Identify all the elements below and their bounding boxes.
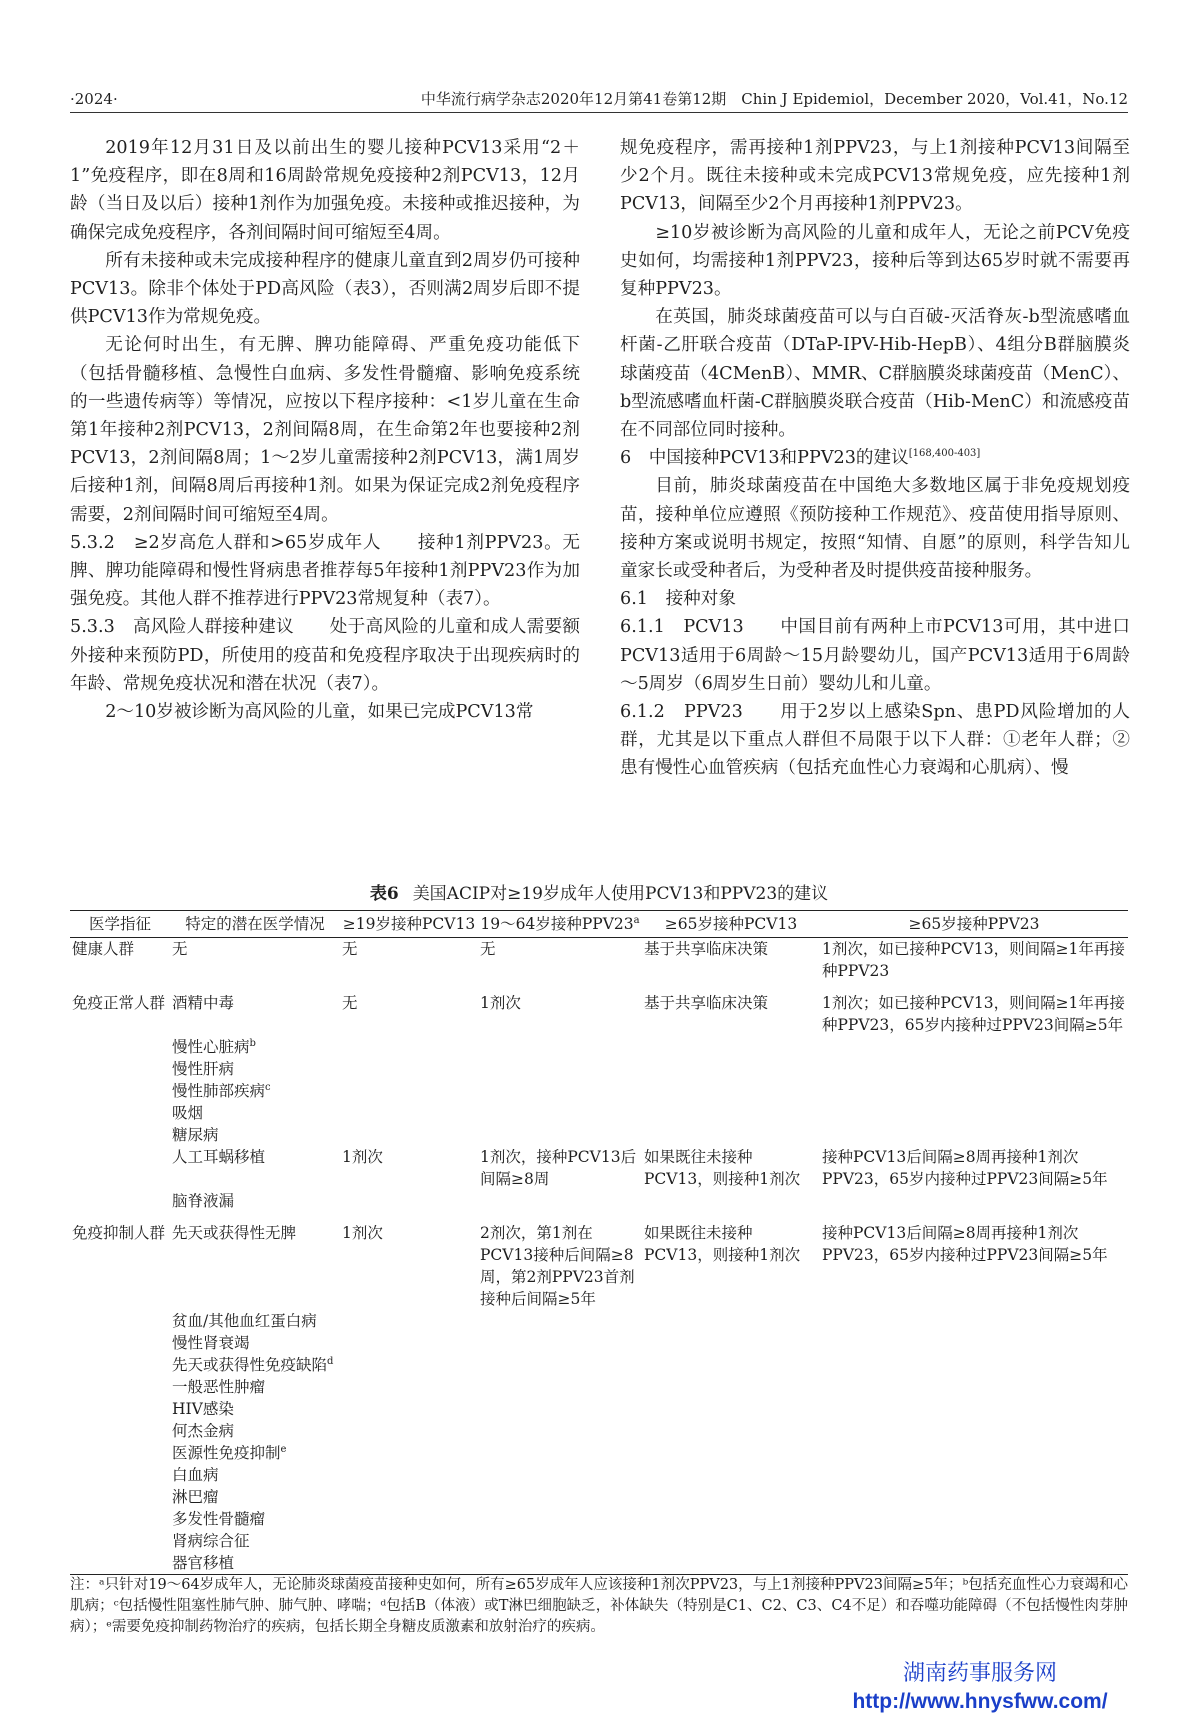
- table-cell: [70, 1146, 170, 1190]
- table-cell: 无: [480, 940, 496, 958]
- table-cell: 如果既往未接种PCV13，则接种1剂次: [644, 1224, 801, 1264]
- citation-ref: [168,400-403]: [908, 448, 981, 460]
- paragraph: ≥10岁被诊断为高风险的儿童和成年人，无论之前PCV免疫史如何，均需接种1剂PPV23，接种后等到达65岁时就不需要再复种PPV23。: [620, 222, 1130, 300]
- section-body: 处于高风险的儿童和成人需要额外接种来预防PD，所使用的疫苗和免疫程序取决于出现疾病时的年龄、常规免疫状况和潜在状况（表7）。: [70, 617, 580, 694]
- table-cell: [340, 1464, 478, 1486]
- column-header: ≥65岁接种PCV13: [642, 911, 820, 938]
- section-6: [620, 444, 1130, 472]
- table-cell: [478, 1552, 642, 1575]
- paragraph: 2～10岁被诊断为高风险的儿童，如果已完成PCV13常: [105, 702, 534, 723]
- table-cell: 慢性心脏病$^b$: [172, 1037, 256, 1056]
- table-cell: [478, 1486, 642, 1508]
- table-cell: [478, 1124, 642, 1146]
- table-cell: [70, 1508, 170, 1530]
- table-cell: [642, 1080, 820, 1102]
- table-cell: [820, 1508, 1128, 1530]
- table-cell: [340, 1036, 478, 1058]
- table-row: [70, 1420, 1128, 1442]
- table-cell: [340, 1124, 478, 1146]
- table-cell: [70, 1310, 170, 1332]
- table-caption: [70, 882, 1128, 906]
- table-cell: [340, 1190, 478, 1222]
- table-title: 美国ACIP对≥19岁成年人使用PCV13和PPV23的建议: [412, 884, 829, 904]
- column-header: 特定的潜在医学情况: [170, 911, 340, 938]
- table-cell: [642, 1398, 820, 1420]
- table-cell: [820, 1058, 1128, 1080]
- footnote-mark: c: [265, 1081, 271, 1093]
- section-heading: 5.3.3 高风险人群接种建议: [70, 617, 294, 638]
- table-label: 表6: [369, 884, 399, 904]
- site-watermark: [820, 1660, 1140, 1716]
- table-cell: [642, 1530, 820, 1552]
- table-cell: [70, 1486, 170, 1508]
- table-row: [70, 1530, 1128, 1552]
- table-cell: [70, 1102, 170, 1124]
- table-cell: [70, 1036, 170, 1058]
- table-cell: 1剂次: [480, 994, 521, 1012]
- table-cell: [478, 1058, 642, 1080]
- table-cell: 糖尿病: [172, 1126, 219, 1144]
- table-cell: 1剂次: [342, 1148, 383, 1166]
- column-header: ≥65岁接种PPV23: [820, 911, 1128, 938]
- table-cell: [340, 1486, 478, 1508]
- table-cell: [642, 1310, 820, 1332]
- table-cell: 吸烟: [172, 1104, 204, 1122]
- table-cell: [642, 1102, 820, 1124]
- table-cell: 白血病: [172, 1466, 219, 1484]
- table-cell: [70, 1376, 170, 1398]
- table-cell: 何杰金病: [172, 1422, 235, 1440]
- paragraph: 2019年12月31日及以前出生的婴儿接种PCV13采用“2＋1”免疫程序，即在8周和16周龄常规免疫接种2剂PCV13，12月龄（当日及以后）接种1剂作为加强免疫。未接种或推迟接种，为确保完成免疫程序，各剂间隔时间可缩短至4周。: [70, 138, 580, 243]
- table-row: [70, 1036, 1128, 1058]
- paragraph: 在英国，肺炎球菌疫苗可以与白百破-灭活脊灰-b型流感嗜血杆菌-乙肝联合疫苗（DTaP-IPV-Hib-HepB）、4组分B群脑膜炎球菌疫苗（4CMenB）、MMR、C群脑膜炎球菌疫苗（MenC）、b型流感嗜血杆菌-C群脑膜炎联合疫苗（Hib-MenC）和流感疫苗在不同部位同时接种。: [620, 307, 1130, 441]
- table-cell: 先天或获得性免疫缺陷$^d$: [172, 1355, 334, 1374]
- table-cell: 1剂次，如已接种PCV13，则间隔≥1年再接种PPV23: [822, 940, 1125, 980]
- section-5-3-2: [70, 529, 580, 614]
- table-cell: 如果既往未接种PCV13，则接种1剂次: [644, 1148, 801, 1188]
- table-cell: [642, 1486, 820, 1508]
- table-row: [70, 1354, 1128, 1376]
- table-cell: [642, 1354, 820, 1376]
- table-cell: [340, 1310, 478, 1332]
- footnote-mark: a: [633, 914, 640, 926]
- table-cell: [642, 1376, 820, 1398]
- table-cell: [70, 1190, 170, 1222]
- table-cell: HIV感染: [172, 1400, 234, 1418]
- table-row: [70, 1332, 1128, 1354]
- table-cell: [340, 1376, 478, 1398]
- page-number: ·2024·: [70, 90, 118, 108]
- table-cell: 免疫正常人群: [72, 994, 166, 1012]
- table-cell: 先天或获得性无脾: [172, 1224, 297, 1242]
- table-cell: [70, 1420, 170, 1442]
- table-cell: [820, 1464, 1128, 1486]
- table-cell: [820, 1080, 1128, 1102]
- table-cell: [820, 1398, 1128, 1420]
- section-heading: 6.1.2 PPV23: [620, 702, 743, 723]
- table-cell: 健康人群: [72, 940, 135, 958]
- table-cell: [70, 1058, 170, 1080]
- watermark-name: 湖南药事服务网: [902, 1661, 1057, 1686]
- table-row: [70, 1222, 1128, 1310]
- section-body: 接种1剂PPV23。无脾、脾功能障碍和慢性肾病患者推荐每5年接种1剂PPV23作为加强免疫。其他人群不推荐进行PPV23常规复种（表7）。: [70, 532, 580, 610]
- table-cell: 慢性肝病: [172, 1060, 235, 1078]
- table-cell: [478, 1354, 642, 1376]
- table-cell: [70, 1080, 170, 1102]
- table-cell: 无: [342, 994, 358, 1012]
- table-row: [70, 1080, 1128, 1102]
- table-cell: [820, 1442, 1128, 1464]
- table-cell: [478, 1530, 642, 1552]
- table-cell: [340, 1058, 478, 1080]
- table-cell: 慢性肺部疾病$^c$: [172, 1081, 271, 1100]
- table-cell: [340, 1530, 478, 1552]
- table-cell: [820, 1102, 1128, 1124]
- table-row: [70, 1190, 1128, 1222]
- table-cell: [642, 1332, 820, 1354]
- table-cell: [340, 1398, 478, 1420]
- table-cell: [820, 1332, 1128, 1354]
- table-cell: 无: [342, 940, 358, 958]
- table-row: [70, 938, 1128, 993]
- table-cell: [642, 1508, 820, 1530]
- table-cell: [642, 1124, 820, 1146]
- table-row: [70, 1102, 1128, 1124]
- table-footnote: 注：ᵃ只针对19～64岁成年人，无论肺炎球菌疫苗接种史如何，所有≥65岁成年人应该接种1剂次PPV23，与上1剂接种PPV23间隔≥5年；ᵇ包括充血性心力衰竭和心肌病；ᶜ包括慢性阻塞性肺气肿、肺气肿、哮喘；ᵈ包括B（体液）或T淋巴细胞缺乏，补体缺失（特别是C1、C2、C3、C4不足）和吞噬功能障碍（不包括慢性肉芽肿病）；ᵉ需要免疫抑制药物治疗的疾病，包括长期全身糖皮质激素和放射治疗的疾病。: [70, 1577, 1128, 1635]
- table-cell: [478, 1080, 642, 1102]
- table-cell: [820, 1124, 1128, 1146]
- table-cell: [820, 1552, 1128, 1575]
- table-cell: [642, 1552, 820, 1575]
- footnote-mark: d: [327, 1355, 334, 1367]
- table-cell: [340, 1332, 478, 1354]
- table-cell: [340, 1080, 478, 1102]
- section-body: 中国目前有两种上市PCV13可用，其中进口PCV13适用于6周龄～15月龄婴幼儿，国产PCV13适用于6周龄～5周岁（6周岁生日前）婴幼儿和儿童。: [620, 617, 1130, 694]
- paragraph: 目前，肺炎球菌疫苗在中国绝大多数地区属于非免疫规划疫苗，接种单位应遵照《预防接种工作规范》、疫苗使用指导原则、接种方案或说明书规定，按照“知情、自愿”的原则，科学告知儿童家长或受种者后，为受种者及时提供疫苗接种服务。: [620, 476, 1130, 582]
- table-cell: 免疫抑制人群: [72, 1224, 166, 1242]
- table-cell: [478, 1102, 642, 1124]
- table-cell: 器官移植: [170, 1552, 340, 1575]
- journal-citation: 中华流行病学杂志2020年12月第41卷第12期 Chin J Epidemiol，December 2020，Vol.41，No.12: [420, 90, 1128, 108]
- paragraph: 所有未接种或未完成接种程序的健康儿童直到2周岁仍可接种PCV13。除非个体处于PD高风险（表3），否则满2周岁后即不提供PCV13作为常规免疫。: [70, 250, 580, 328]
- section-5-3-3: [70, 613, 580, 698]
- table-row: [70, 1376, 1128, 1398]
- column-header: 19～64岁接种PPV23$^a$: [478, 911, 642, 938]
- table-cell: [478, 1036, 642, 1058]
- footnote-mark: e: [280, 1443, 287, 1455]
- table-cell: [820, 1354, 1128, 1376]
- table-cell: 接种PCV13后间隔≥8周再接种1剂次PPV23，65岁内接种过PPV23间隔≥5年: [822, 1224, 1108, 1264]
- table-cell: [70, 1124, 170, 1146]
- table-cell: 2剂次，第1剂在PCV13接种后间隔≥8周，第2剂PPV23首剂接种后间隔≥5年: [480, 1224, 635, 1308]
- footnote-mark: b: [249, 1037, 256, 1049]
- table-cell: 1剂次；如已接种PCV13，则间隔≥1年再接种PPV23，65岁内接种过PPV23间隔≥5年: [822, 994, 1125, 1034]
- running-header: [70, 86, 1128, 113]
- table-cell: [642, 1190, 820, 1222]
- table-cell: [478, 1464, 642, 1486]
- paragraph: 规免疫程序，需再接种1剂PPV23，与上1剂接种PCV13间隔至少2个月。既往未接种或未完成PCV13常规免疫，应先接种1剂PCV13，间隔至少2个月再接种1剂PPV23。: [620, 138, 1130, 215]
- left-column: [70, 134, 580, 726]
- table-row: [70, 992, 1128, 1036]
- table-cell: 人工耳蜗移植: [172, 1148, 266, 1166]
- table-cell: [70, 1530, 170, 1552]
- table-cell: 接种PCV13后间隔≥8周再接种1剂次PPV23，65岁内接种过PPV23间隔≥5年: [822, 1148, 1108, 1188]
- table-row: [70, 1442, 1128, 1464]
- column-header: ≥19岁接种PCV13: [340, 911, 478, 938]
- table-row: [70, 1552, 1128, 1575]
- table-cell: [820, 1036, 1128, 1058]
- section-body: 用于2岁以上感染Spn、患PD风险增加的人群，尤其是以下重点人群但不局限于以下人群：①老年人群；②患有慢性心血管疾病（包括充血性心力衰竭和心肌病）、慢: [620, 702, 1130, 779]
- table-header-row: [70, 911, 1128, 938]
- section-heading: 6 中国接种PCV13和PPV23的建议: [620, 448, 909, 469]
- table-cell: [820, 1310, 1128, 1332]
- table-cell: [820, 1486, 1128, 1508]
- section-6-1-2: [620, 698, 1130, 783]
- table-cell: 酒精中毒: [172, 994, 235, 1012]
- table-row: [70, 1124, 1128, 1146]
- table-cell: [820, 1530, 1128, 1552]
- table-cell: [70, 1398, 170, 1420]
- table-cell: [642, 1464, 820, 1486]
- table-cell: 无: [172, 940, 188, 958]
- table-cell: [642, 1036, 820, 1058]
- table-cell: 基于共享临床决策: [644, 940, 769, 958]
- table-cell: 1剂次，接种PCV13后间隔≥8周: [480, 1148, 637, 1188]
- table-row: [70, 1464, 1128, 1486]
- table-cell: 1剂次: [342, 1224, 383, 1242]
- table-cell: 脑脊液漏: [172, 1192, 235, 1210]
- section-heading: 6.1.1 PCV13: [620, 617, 744, 638]
- table-cell: [820, 1420, 1128, 1442]
- table-row: [70, 1146, 1128, 1190]
- table-cell: [478, 1508, 642, 1530]
- paragraph: 无论何时出生，有无脾、脾功能障碍、严重免疫功能低下（包括骨髓移植、急慢性白血病、多发性骨髓瘤、影响免疫系统的一些遗传病等）等情况，应按以下程序接种：<1岁儿童在生命第1年接种2剂PCV13，2剂间隔8周，在生命第2年也要接种2剂PCV13，2剂间隔8周；1～2岁儿童需接种2剂PCV13，满1周岁后接种1剂，间隔8周后再接种1剂。如果为保证完成2剂免疫程序需要，2剂间隔时间可缩短至4周。: [70, 335, 580, 525]
- table-cell: [340, 1420, 478, 1442]
- table-cell: 肾病综合征: [172, 1532, 250, 1550]
- table-cell: [70, 1464, 170, 1486]
- table-cell: 一般恶性肿瘤: [172, 1378, 266, 1396]
- table-cell: [70, 1552, 170, 1575]
- column-header: 医学指征: [70, 911, 170, 938]
- table-row: [70, 1508, 1128, 1530]
- table-row: [70, 1398, 1128, 1420]
- table-cell: [478, 1190, 642, 1222]
- table-cell: [340, 1354, 478, 1376]
- table-cell: [642, 1058, 820, 1080]
- table-cell: [70, 1354, 170, 1376]
- table-cell: [478, 1398, 642, 1420]
- table-cell: [478, 1420, 642, 1442]
- table-cell: [478, 1310, 642, 1332]
- table-row: [70, 1310, 1128, 1332]
- table-cell: [478, 1332, 642, 1354]
- recommendation-table: [70, 910, 1128, 1575]
- table-cell: [478, 1376, 642, 1398]
- table-cell: [642, 1442, 820, 1464]
- table-cell: [642, 1420, 820, 1442]
- table-cell: [70, 1332, 170, 1354]
- table-cell: [340, 1508, 478, 1530]
- table-cell: 多发性骨髓瘤: [172, 1510, 266, 1528]
- table-cell: [340, 1442, 478, 1464]
- watermark-url: http://www.hnysfww.com/: [852, 1690, 1108, 1713]
- table-cell: [820, 1190, 1128, 1222]
- table-cell: [340, 1552, 478, 1575]
- table-cell: [820, 1376, 1128, 1398]
- section-heading: 5.3.2 ≥2岁高危人群和>65岁成年人: [70, 532, 382, 553]
- section-6-1-1: [620, 613, 1130, 698]
- table-cell: [70, 1442, 170, 1464]
- table-cell: 淋巴瘤: [172, 1488, 219, 1506]
- table-cell: [340, 1102, 478, 1124]
- table-cell: 医源性免疫抑制$^e$: [172, 1443, 287, 1462]
- table-cell: 贫血/其他血红蛋白病: [172, 1312, 317, 1330]
- section-heading: 6.1 接种对象: [620, 589, 736, 610]
- table-row: [70, 1486, 1128, 1508]
- table-row: [70, 1058, 1128, 1080]
- right-column: [620, 134, 1130, 783]
- table-cell: 基于共享临床决策: [644, 994, 769, 1012]
- table-cell: 慢性肾衰竭: [172, 1334, 250, 1352]
- table-cell: [478, 1442, 642, 1464]
